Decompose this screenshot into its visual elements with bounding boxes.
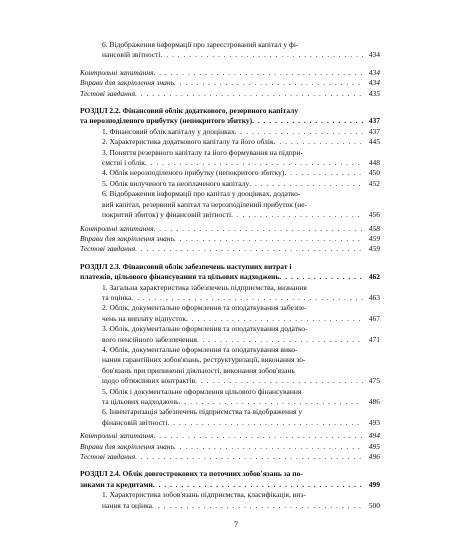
- toc-entry-title: [102, 490, 363, 511]
- toc-entry: [80, 68, 380, 78]
- toc-entry: [80, 78, 380, 88]
- toc-entry-line: [80, 452, 363, 462]
- toc-page-number: 459: [368, 244, 380, 254]
- leader-dots: [174, 78, 363, 88]
- toc-entry-title: [102, 127, 363, 137]
- toc-page-number: 445: [368, 137, 380, 147]
- table-of-contents: [80, 40, 380, 511]
- toc-page-number: 435: [368, 88, 380, 98]
- toc-entry-line-text: нансовій звітності: [102, 50, 161, 60]
- toc-entry-line-text: фінансовій звітності: [102, 417, 168, 427]
- toc-entry-line: [80, 68, 363, 78]
- toc-entry-title: [102, 387, 363, 408]
- leader-dots: [231, 210, 363, 220]
- toc-entry-title: [102, 303, 363, 324]
- toc-entry-line: [80, 106, 363, 116]
- toc-entry-line-text: чень на виплату відпусток: [102, 313, 186, 323]
- toc-entry-line: [102, 50, 363, 60]
- toc-entry-title: [102, 189, 363, 220]
- toc-entry-line: [102, 407, 363, 417]
- toc-entry-line-text: нання гарантійних зобов'язань, реструктуризації, виконання зо-: [102, 355, 306, 365]
- toc-entry-line-text: щодо обтяжливих контрактів: [102, 376, 195, 386]
- spacer: [80, 462, 380, 469]
- toc-entry-line: [102, 355, 363, 365]
- toc-entry-line: [102, 303, 363, 313]
- toc-entry-line: [80, 89, 363, 99]
- toc-entry: [80, 452, 380, 462]
- toc-entry-title: [102, 283, 363, 304]
- toc-page-number: 496: [368, 452, 380, 462]
- toc-entry-line: [80, 431, 363, 441]
- leader-dots: [174, 442, 363, 452]
- toc-entry-title: [102, 345, 363, 387]
- toc-entry-line-text: 3. Облік, документальне оформлення та оподаткування додатко-: [102, 324, 308, 334]
- leader-dots: [154, 68, 363, 78]
- toc-entry-line: [102, 148, 363, 158]
- toc-entry-line: [102, 366, 363, 376]
- toc-entry-title: [102, 40, 363, 61]
- toc-entry-title: [80, 431, 363, 441]
- leader-dots: [195, 376, 363, 386]
- toc-entry: [80, 387, 380, 408]
- toc-entry-line-text: вого пенсійного забезпечення: [102, 334, 197, 344]
- toc-entry-line: [102, 314, 363, 324]
- toc-entry: [80, 303, 380, 324]
- toc-entry-line: [80, 244, 363, 254]
- toc-entry-line-text: покритий збиток) у фінансовій звітності: [102, 210, 232, 220]
- spacer: [80, 99, 380, 106]
- leader-dots: [274, 137, 363, 147]
- toc-entry-line: [80, 272, 363, 282]
- toc-entry-title: [102, 407, 363, 428]
- toc-entry-title: [80, 469, 363, 490]
- toc-entry-line: [102, 179, 363, 189]
- toc-entry: [80, 179, 380, 189]
- toc-entry: [80, 224, 380, 234]
- toc-entry-line: [102, 324, 363, 334]
- toc-entry: [80, 431, 380, 441]
- toc-entry: [80, 148, 380, 169]
- toc-entry: [80, 168, 380, 178]
- toc-entry-line: [102, 210, 363, 220]
- toc-entry-line-text: Вправи для закріплення знань: [80, 441, 175, 451]
- toc-entry-line-text: 1. Загальна характеристика забезпечень підприємства, визнання: [102, 282, 307, 292]
- toc-entry-line: [102, 137, 363, 147]
- toc-entry-title: [102, 148, 363, 169]
- toc-entry-line-text: 6. Відображення інформації про зареєстрований капітал у фі-: [102, 40, 299, 49]
- toc-entry-title: [80, 244, 363, 254]
- toc-entry-title: [80, 234, 363, 244]
- toc-page-number: 458: [368, 223, 380, 233]
- toc-entry-line-text: 4. Облік нерозподіленого прибутку (непокритого збитку): [102, 168, 285, 178]
- toc-page-number: 448: [368, 158, 380, 168]
- toc-entry: [80, 89, 380, 99]
- toc-entry-line-text: 2. Характеристика додаткового капіталу та його облік: [102, 137, 274, 147]
- toc-entry-line-text: та нерозподіленого прибутку (непокритого збитку): [80, 116, 253, 126]
- toc-entry-line-text: Контрольні запитання: [80, 431, 154, 441]
- toc-page-number: 495: [368, 441, 380, 451]
- page-number: 7: [234, 520, 238, 529]
- toc-page-number: 459: [368, 233, 380, 243]
- toc-entry-line-text: Тестові завдання: [80, 244, 136, 254]
- toc-entry: [80, 127, 380, 137]
- leader-dots: [154, 224, 363, 234]
- toc-entry-title: [80, 106, 363, 127]
- spacer: [80, 61, 380, 68]
- leader-dots: [135, 89, 363, 99]
- toc-entry-line-text: Контрольні запитання: [80, 67, 154, 77]
- toc-entry-title: [102, 324, 363, 345]
- toc-page-number: 493: [368, 417, 380, 427]
- toc-entry-line-text: Вправи для закріплення знань: [80, 78, 175, 88]
- toc-entry-title: [102, 179, 363, 189]
- toc-entry-line: [80, 262, 363, 272]
- toc-page-number: 437: [368, 126, 380, 136]
- toc-entry-line-text: платежів, цільового фінансування та цільових надходжень: [80, 272, 280, 282]
- toc-entry-line: [102, 200, 363, 210]
- toc-entry: [80, 345, 380, 387]
- toc-entry-line-text: ємстві і облік: [102, 158, 145, 168]
- toc-entry-line: [102, 490, 363, 500]
- toc-entry: [80, 137, 380, 147]
- toc-entry: [80, 407, 380, 428]
- toc-entry-line-text: нання та оцінка: [102, 500, 152, 510]
- toc-page-number: 434: [368, 78, 380, 88]
- toc-entry-line: [80, 234, 363, 244]
- leader-dots: [131, 293, 363, 303]
- toc-entry-line-text: РОЗДІЛ 2.2. Фінансовий облік додаткового, резервного капіталу: [80, 106, 299, 116]
- toc-entry-line-text: Тестові завдання: [80, 88, 136, 98]
- toc-entry-line-text: 5. Облік і документальне оформлення цільового фінансування: [102, 386, 302, 396]
- leader-dots: [252, 116, 363, 126]
- toc-entry-line-text: Вправи для закріплення знань: [80, 233, 175, 243]
- toc-entry-line-text: Контрольні запитання: [80, 223, 154, 233]
- toc-page-number: 494: [368, 431, 380, 441]
- leader-dots: [145, 158, 363, 168]
- toc-entry-title: [80, 262, 363, 283]
- toc-entry-line: [80, 480, 363, 490]
- leader-dots: [197, 335, 363, 345]
- leader-dots: [179, 397, 363, 407]
- toc-page-number: 500: [368, 500, 380, 510]
- toc-entry-line: [102, 283, 363, 293]
- toc-entry: [80, 234, 380, 244]
- toc-entry-line: [80, 469, 363, 479]
- toc-entry: [80, 283, 380, 304]
- leader-dots: [279, 272, 363, 282]
- leader-dots: [167, 418, 363, 428]
- toc-entry: [80, 442, 380, 452]
- toc-entry: [80, 262, 380, 283]
- toc-page-number: 471: [368, 334, 380, 344]
- toc-entry-line-text: 4. Облік, документальне оформлення та оподаткування вико-: [102, 344, 298, 354]
- toc-entry-line: [102, 376, 363, 386]
- leader-dots: [160, 50, 363, 60]
- toc-page-number: 456: [368, 210, 380, 220]
- toc-entry-line-text: 1. Фінансовий облік капіталу у дооцінках: [102, 126, 235, 136]
- toc-page-number: 463: [368, 292, 380, 302]
- leader-dots: [135, 244, 363, 254]
- toc-entry-line-text: 5. Облік вилученого та неоплаченого капіталу: [102, 178, 250, 188]
- toc-page-number: 486: [368, 397, 380, 406]
- leader-dots: [249, 179, 363, 189]
- toc-entry-title: [80, 89, 363, 99]
- toc-entry-line-text: 1. Характеристика зобов'язань підприємства, класифікація, виз-: [102, 490, 306, 500]
- toc-entry-line-text: та цільових надходжень: [102, 397, 179, 406]
- toc-entry-title: [102, 137, 363, 147]
- leader-dots: [235, 127, 363, 137]
- toc-entry-line: [102, 418, 363, 428]
- toc-entry: [80, 324, 380, 345]
- leader-dots: [154, 431, 363, 441]
- toc-entry: [80, 189, 380, 220]
- toc-entry-line: [80, 442, 363, 452]
- toc-page-number: 434: [368, 67, 380, 77]
- toc-entry-line: [102, 501, 363, 511]
- leader-dots: [152, 501, 363, 511]
- toc-entry-title: [80, 68, 363, 78]
- toc-entry-title: [80, 78, 363, 88]
- toc-entry-line-text: та оцінка: [102, 292, 132, 302]
- leader-dots: [284, 168, 363, 178]
- toc-entry: [80, 106, 380, 127]
- toc-page-number: 499: [368, 479, 380, 489]
- toc-entry-line: [102, 397, 363, 407]
- toc-entry-line-text: Тестові завдання: [80, 452, 136, 462]
- toc-entry-line-text: 6. Інвентаризація забезпечень підприємства та відображення у: [102, 407, 303, 417]
- leader-dots: [186, 314, 363, 324]
- leader-dots: [174, 234, 363, 244]
- toc-entry-line: [80, 116, 363, 126]
- toc-entry-line-text: РОЗДІЛ 2.4. Облік довгострокових та поточних зобов'язань за по-: [80, 469, 303, 479]
- toc-entry: [80, 244, 380, 254]
- toc-page-number: 462: [368, 272, 380, 282]
- toc-page-number: 450: [368, 168, 380, 178]
- toc-entry-line: [102, 335, 363, 345]
- toc-entry-line-text: бов'язань при припиненні діяльності, виконання зобов'язань: [102, 365, 295, 375]
- toc-entry-line: [80, 78, 363, 88]
- toc-entry-title: [80, 452, 363, 462]
- toc-entry: [80, 490, 380, 511]
- toc-entry-line-text: РОЗДІЛ 2.3. Фінансовий облік забезпечень наступних витрат і: [80, 261, 292, 271]
- toc-entry-title: [80, 442, 363, 452]
- toc-entry: [80, 40, 380, 61]
- toc-entry-line: [102, 127, 363, 137]
- toc-entry-line-text: зиками та кредитами: [80, 479, 153, 489]
- toc-entry-line: [102, 345, 363, 355]
- toc-entry-line: [102, 189, 363, 199]
- toc-page-number: 437: [368, 116, 380, 126]
- toc-entry-title: [80, 224, 363, 234]
- toc-entry-line: [102, 40, 363, 50]
- toc-entry-line-text: 6. Відображення інформації про капітал у дооцінках, додатко-: [102, 189, 301, 199]
- toc-entry-line: [102, 168, 363, 178]
- toc-page-number: 475: [368, 376, 380, 386]
- leader-dots: [135, 452, 363, 462]
- toc-entry-line-text: 2. Облік, документальне оформлення та оподаткування забезпе-: [102, 303, 307, 313]
- leader-dots: [153, 480, 363, 490]
- toc-entry: [80, 469, 380, 490]
- toc-entry-line: [102, 158, 363, 168]
- toc-entry-line-text: вий капітал, резервний капітал та нерозподілений прибуток (не-: [102, 199, 308, 209]
- toc-entry-line: [102, 387, 363, 397]
- toc-page-number: 434: [368, 50, 380, 60]
- toc-page-number: 467: [368, 313, 380, 323]
- spacer: [80, 255, 380, 262]
- toc-entry-line: [80, 224, 363, 234]
- toc-entry-line-text: 3. Поняття резервного капіталу та його формування на підпри-: [102, 147, 304, 157]
- toc-entry-line: [102, 293, 363, 303]
- toc-page-number: 452: [368, 178, 380, 188]
- toc-entry-title: [102, 168, 363, 178]
